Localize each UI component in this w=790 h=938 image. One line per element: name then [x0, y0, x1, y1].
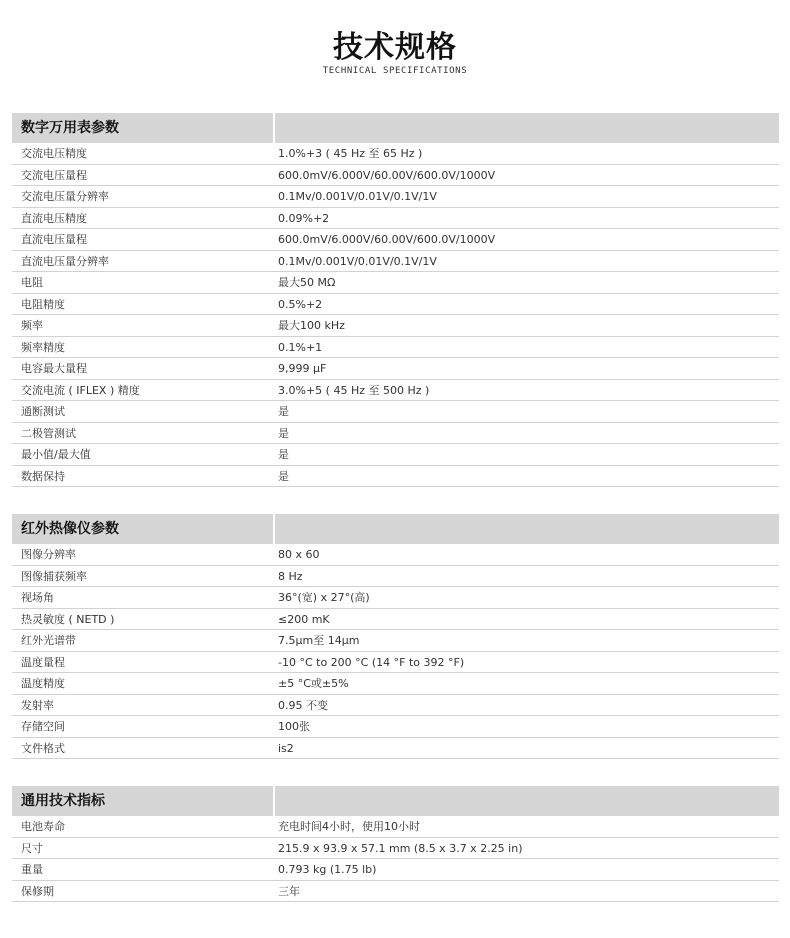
section-thermal-imager-specs — [12, 514, 779, 759]
spec-value: 0.1Mv/0.001V/0.01V/0.1V/1V — [278, 254, 437, 268]
section-general-specs — [12, 786, 779, 902]
spec-label: 热灵敏度 ( NETD ) — [21, 612, 115, 626]
spec-row — [12, 380, 779, 402]
spec-row — [12, 695, 779, 717]
spec-value: 0.95 不变 — [278, 698, 328, 712]
spec-label: 保修期 — [21, 884, 54, 898]
spec-label: 直流电压量程 — [21, 233, 87, 246]
spec-row — [12, 165, 779, 187]
spec-label: 电池寿命 — [21, 820, 65, 833]
section-header — [12, 514, 779, 544]
spec-value: 36°(宽) x 27°(高) — [278, 591, 370, 604]
spec-value: 8 Hz — [278, 569, 303, 583]
spec-row — [12, 630, 779, 652]
spec-row — [12, 229, 779, 251]
section-title: 数字万用表参数 — [12, 113, 275, 143]
spec-label: 视场角 — [21, 591, 54, 604]
spec-value: 最大50 MΩ — [278, 276, 336, 289]
spec-row — [12, 186, 779, 208]
spec-value: 600.0mV/6.000V/60.00V/600.0V/1000V — [278, 168, 496, 182]
spec-label: 最小值/最大值 — [21, 448, 91, 461]
spec-label: 交流电压量程 — [21, 168, 87, 182]
spec-value: ≤200 mK — [278, 612, 330, 626]
spec-value: 三年 — [278, 884, 300, 898]
spec-row — [12, 358, 779, 380]
spec-row — [12, 401, 779, 423]
spec-value: 是 — [278, 448, 289, 461]
spec-row — [12, 466, 779, 488]
spec-label: 重量 — [21, 863, 43, 876]
spec-value: 100张 — [278, 720, 310, 733]
spec-row — [12, 272, 779, 294]
section-title: 红外热像仪参数 — [12, 514, 275, 544]
spec-value: 7.5μm至 14μm — [278, 634, 360, 647]
spec-value: 0.1%+1 — [278, 340, 323, 354]
spec-label: 文件格式 — [21, 741, 65, 755]
spec-value: is2 — [278, 741, 294, 755]
spec-label: 尺寸 — [21, 841, 43, 855]
spec-row — [12, 716, 779, 738]
spec-label: 直流电压精度 — [21, 211, 87, 225]
spec-label: 存储空间 — [21, 720, 65, 733]
spec-row — [12, 315, 779, 337]
spec-label: 温度量程 — [21, 655, 65, 669]
spec-value: 215.9 x 93.9 x 57.1 mm (8.5 x 3.7 x 2.25 in) — [278, 841, 523, 855]
spec-label: 数据保持 — [21, 469, 65, 483]
spec-row — [12, 251, 779, 273]
spec-label: 电阻精度 — [21, 297, 65, 311]
spec-row — [12, 609, 779, 631]
spec-label: 直流电压量分辨率 — [21, 254, 109, 268]
spec-row — [12, 587, 779, 609]
spec-value: 0.793 kg (1.75 lb) — [278, 863, 377, 876]
spec-label: 通断测试 — [21, 405, 65, 418]
spec-row — [12, 652, 779, 674]
spec-row — [12, 294, 779, 316]
spec-label: 二极管测试 — [21, 426, 76, 440]
spec-value: 600.0mV/6.000V/60.00V/600.0V/1000V — [278, 233, 496, 246]
spec-value: ±5 °C或±5% — [278, 677, 349, 690]
spec-row — [12, 859, 779, 881]
spec-row — [12, 143, 779, 165]
spec-row — [12, 444, 779, 466]
section-title: 通用技术指标 — [12, 786, 275, 816]
spec-value: 0.1Mv/0.001V/0.01V/0.1V/1V — [278, 190, 437, 203]
section-header-blank — [275, 113, 779, 143]
page-title: 技术规格 — [333, 30, 457, 65]
spec-row — [12, 544, 779, 566]
spec-label: 发射率 — [21, 698, 54, 712]
spec-value: 最大100 kHz — [278, 319, 345, 332]
spec-label: 电容最大量程 — [21, 362, 87, 375]
spec-value: -10 °C to 200 °C (14 °F to 392 °F) — [278, 655, 465, 669]
spec-label: 频率精度 — [21, 340, 65, 354]
spec-label: 温度精度 — [21, 677, 65, 690]
spec-row — [12, 838, 779, 860]
spec-value: 充电时间4小时，使用10小时 — [278, 820, 420, 833]
spec-value: 是 — [278, 405, 289, 418]
spec-value: 0.5%+2 — [278, 297, 323, 311]
section-multimeter-specs — [12, 113, 779, 487]
section-header — [12, 786, 779, 816]
spec-row — [12, 816, 779, 838]
spec-row — [12, 566, 779, 588]
spec-row — [12, 423, 779, 445]
spec-label: 交流电压量分辨率 — [21, 190, 109, 203]
section-header-blank — [275, 786, 779, 816]
spec-row — [12, 881, 779, 903]
spec-label: 图像捕获频率 — [21, 569, 87, 583]
spec-row — [12, 673, 779, 695]
spec-value: 3.0%+5 ( 45 Hz 至 500 Hz ) — [278, 383, 430, 397]
spec-label: 电阻 — [21, 276, 43, 289]
spec-label: 交流电流 ( IFLEX ) 精度 — [21, 383, 140, 397]
spec-value: 1.0%+3 ( 45 Hz 至 65 Hz ) — [278, 147, 423, 160]
spec-value: 是 — [278, 469, 289, 483]
spec-value: 0.09%+2 — [278, 211, 330, 225]
spec-label: 频率 — [21, 319, 43, 332]
spec-value: 80 x 60 — [278, 548, 320, 561]
page-subtitle: TECHNICAL SPECIFICATIONS — [322, 66, 468, 76]
spec-label: 图像分辨率 — [21, 548, 76, 561]
spec-label: 交流电压精度 — [21, 147, 87, 160]
spec-row — [12, 208, 779, 230]
section-header-blank — [275, 514, 779, 544]
spec-label: 红外光谱带 — [21, 634, 76, 647]
spec-row — [12, 337, 779, 359]
section-header — [12, 113, 779, 143]
spec-value: 是 — [278, 426, 289, 440]
spec-row — [12, 738, 779, 760]
spec-value: 9,999 μF — [278, 362, 327, 375]
